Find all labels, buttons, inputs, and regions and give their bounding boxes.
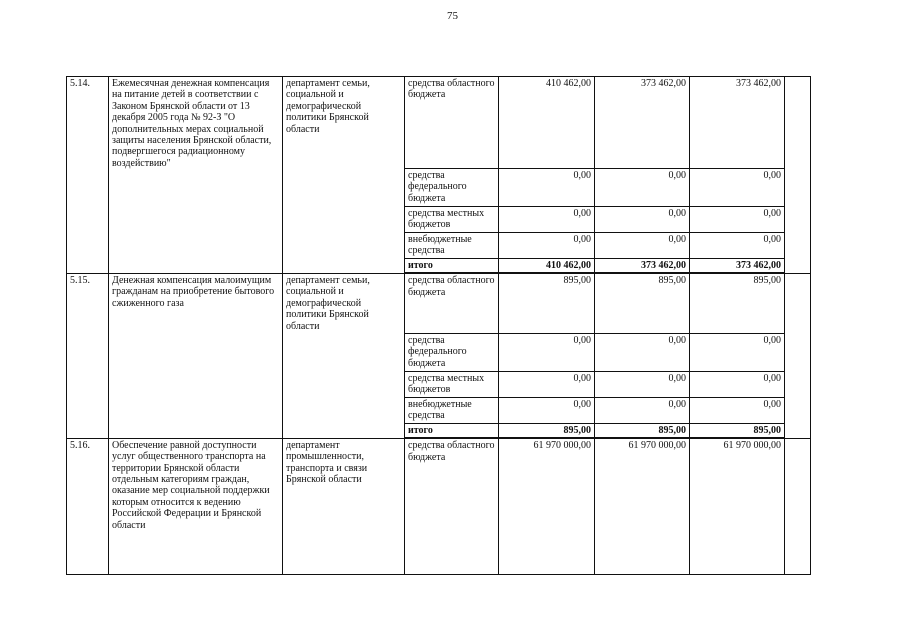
value-cell: 0,00 xyxy=(595,207,690,233)
total-value: 895,00 xyxy=(690,423,785,438)
source-label: средства областного бюджета xyxy=(405,273,499,333)
table-row xyxy=(67,273,811,333)
value-cell: 0,00 xyxy=(595,333,690,371)
empty-cell xyxy=(785,438,811,574)
empty-cell xyxy=(785,77,811,274)
value-cell: 61 970 000,00 xyxy=(690,438,785,574)
item-executor: департамент семьи, социальной и демографической политики Брянской области xyxy=(283,77,405,274)
page-number: 75 xyxy=(447,10,458,22)
budget-table xyxy=(66,76,811,575)
value-cell: 0,00 xyxy=(690,333,785,371)
table-row xyxy=(67,77,811,169)
value-cell: 0,00 xyxy=(690,371,785,397)
total-value: 895,00 xyxy=(499,423,595,438)
value-cell: 0,00 xyxy=(690,207,785,233)
value-cell: 0,00 xyxy=(690,169,785,207)
item-number: 5.14. xyxy=(67,77,109,274)
item-name: Обеспечение равной доступности услуг общественного транспорта на территории Брянской области отдельным категориям граждан, оказание мер социальной поддержки которым относится к ведению Российской Федерации и Брянской области xyxy=(109,438,283,574)
item-name: Денежная компенсация малоимущим гражданам на приобретение бытового сжиженного газа xyxy=(109,273,283,438)
source-label: средства федерального бюджета xyxy=(405,169,499,207)
total-value: 410 462,00 xyxy=(499,259,595,274)
item-executor: департамент семьи, социальной и демографической политики Брянской области xyxy=(283,273,405,438)
value-cell: 0,00 xyxy=(499,207,595,233)
source-label: средства местных бюджетов xyxy=(405,371,499,397)
value-cell: 0,00 xyxy=(595,169,690,207)
total-value: 895,00 xyxy=(595,423,690,438)
item-number: 5.16. xyxy=(67,438,109,574)
source-label: средства федерального бюджета xyxy=(405,333,499,371)
value-cell: 895,00 xyxy=(499,273,595,333)
value-cell: 61 970 000,00 xyxy=(595,438,690,574)
value-cell: 895,00 xyxy=(595,273,690,333)
value-cell: 0,00 xyxy=(595,397,690,423)
value-cell: 61 970 000,00 xyxy=(499,438,595,574)
value-cell: 895,00 xyxy=(690,273,785,333)
empty-cell xyxy=(785,273,811,438)
item-executor: департамент промышленности, транспорта и связи Брянской области xyxy=(283,438,405,574)
source-label: средства областного бюджета xyxy=(405,438,499,574)
value-cell: 373 462,00 xyxy=(595,77,690,169)
value-cell: 373 462,00 xyxy=(690,77,785,169)
value-cell: 0,00 xyxy=(499,397,595,423)
value-cell: 0,00 xyxy=(499,169,595,207)
total-label: итого xyxy=(405,259,499,274)
value-cell: 0,00 xyxy=(690,233,785,259)
total-value: 373 462,00 xyxy=(595,259,690,274)
total-label: итого xyxy=(405,423,499,438)
value-cell: 0,00 xyxy=(595,371,690,397)
source-label: средства местных бюджетов xyxy=(405,207,499,233)
total-value: 373 462,00 xyxy=(690,259,785,274)
value-cell: 0,00 xyxy=(499,371,595,397)
value-cell: 0,00 xyxy=(595,233,690,259)
value-cell: 410 462,00 xyxy=(499,77,595,169)
source-label: средства областного бюджета xyxy=(405,77,499,169)
value-cell: 0,00 xyxy=(499,233,595,259)
value-cell: 0,00 xyxy=(690,397,785,423)
source-label: внебюджетные средства xyxy=(405,397,499,423)
item-number: 5.15. xyxy=(67,273,109,438)
source-label: внебюджетные средства xyxy=(405,233,499,259)
table-row xyxy=(67,438,811,574)
value-cell: 0,00 xyxy=(499,333,595,371)
item-name: Ежемесячная денежная компенсация на питание детей в соответствии с Законом Брянской области от 13 декабря 2005 года № 92-З "О дополнительных мерах социальной защиты населения Брянской области, подвергшегося радиационному воздействию" xyxy=(109,77,283,274)
